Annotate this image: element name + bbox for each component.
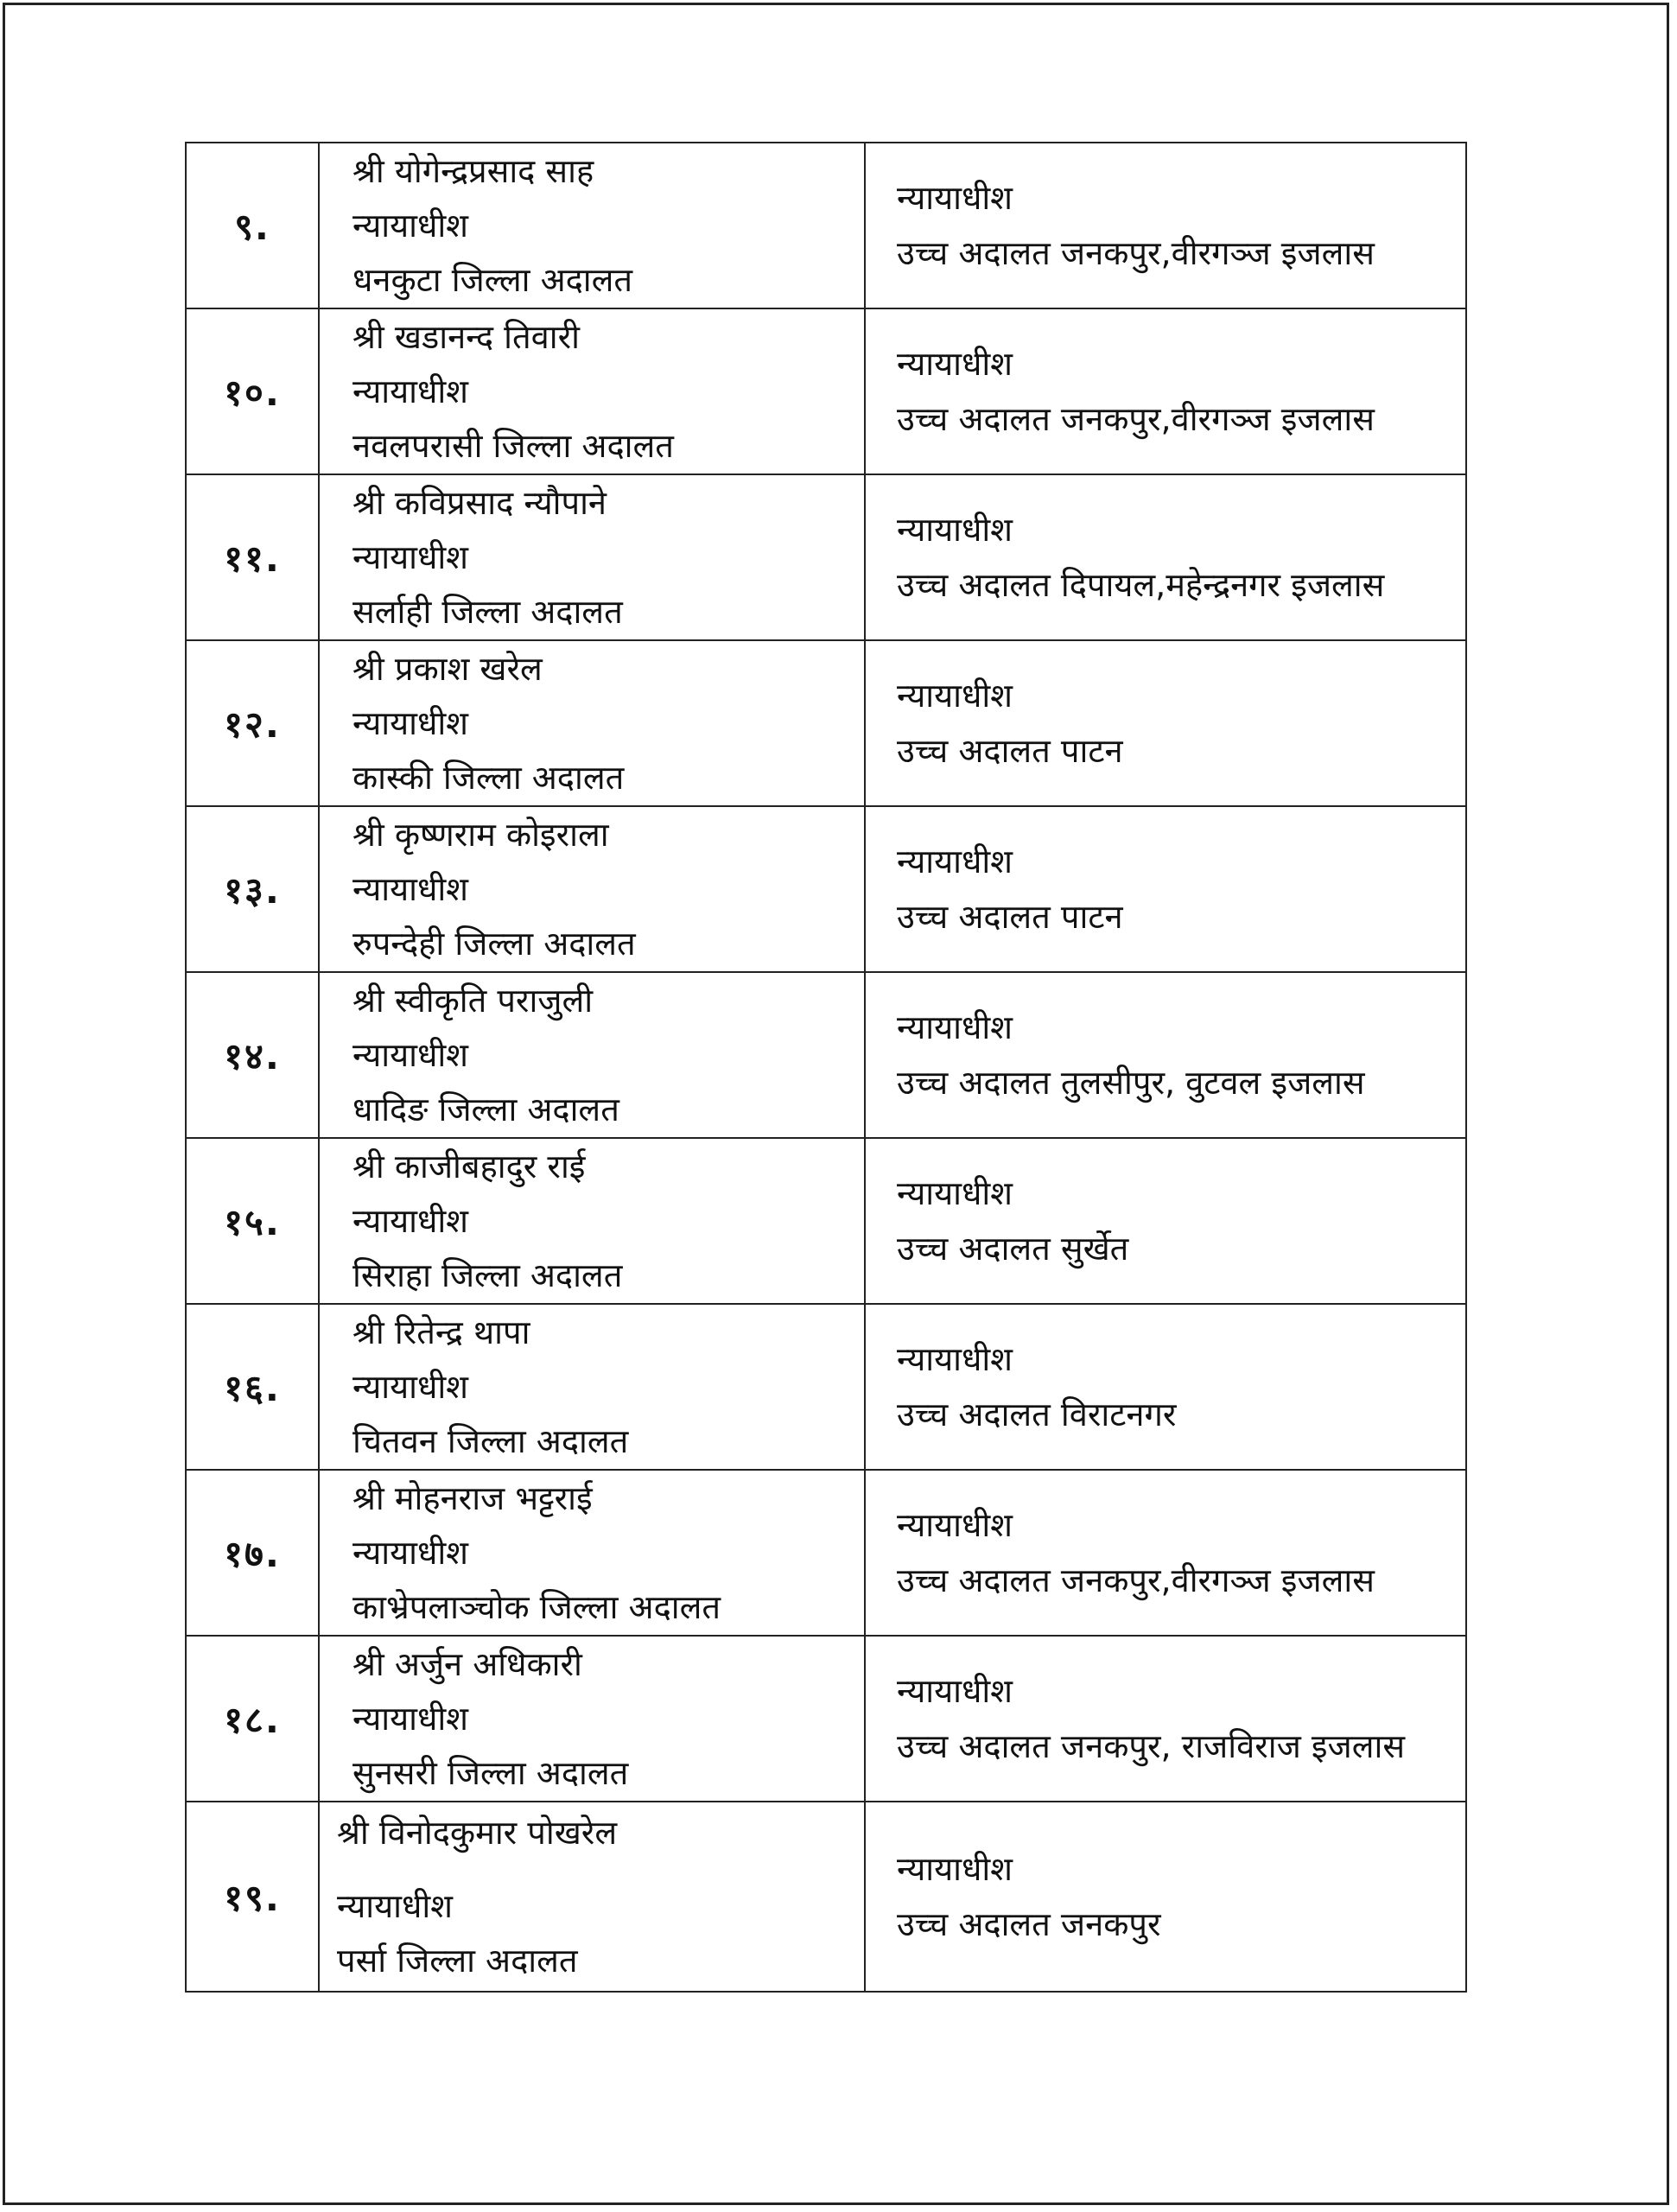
current-court: धनकुटा जिल्ला अदालत <box>353 260 633 299</box>
judge-title: न्यायाधीश <box>353 703 469 742</box>
new-posting <box>865 1138 1466 1304</box>
new-posting <box>865 308 1466 474</box>
current-court: सिराहा जिल्ला अदालत <box>353 1255 623 1294</box>
new-title: न्यायाधीश <box>897 1174 1013 1212</box>
serial-number: १३. <box>186 806 319 972</box>
judge-name: श्री रितेन्द्र थापा <box>353 1313 530 1351</box>
new-posting <box>865 972 1466 1138</box>
current-posting <box>319 1636 865 1802</box>
new-court: उच्च अदालत जनकपुर <box>897 1905 1161 1943</box>
new-posting <box>865 1802 1466 1992</box>
current-posting <box>319 1802 865 1992</box>
judge-name: श्री मोहनराज भट्टराई <box>353 1478 593 1517</box>
current-posting <box>319 640 865 806</box>
new-title: न्यायाधीश <box>897 1506 1013 1544</box>
serial-number: १९. <box>186 1802 319 1992</box>
judge-name: श्री योगेन्द्रप्रसाद साह <box>353 151 594 190</box>
new-posting <box>865 1470 1466 1636</box>
judge-title: न्यायाधीश <box>337 1886 454 1925</box>
new-court: उच्च अदालत जनकपुर,वीरगञ्ज इजलास <box>897 234 1375 272</box>
current-court: चितवन जिल्ला अदालत <box>353 1421 629 1460</box>
serial-number: १७. <box>186 1470 319 1636</box>
current-posting <box>319 1470 865 1636</box>
serial-number: १५. <box>186 1138 319 1304</box>
current-posting <box>319 806 865 972</box>
table-row <box>186 972 1466 1138</box>
new-court: उच्च अदालत पाटन <box>897 898 1123 936</box>
new-court: उच्च अदालत विराटनगर <box>897 1395 1177 1433</box>
judge-name: श्री अर्जुन अधिकारी <box>353 1644 582 1683</box>
judge-name: श्री प्रकाश खरेल <box>353 649 543 688</box>
table-row <box>186 143 1466 308</box>
new-title: न्यायाधीश <box>897 511 1013 549</box>
judge-name: श्री खडानन्द तिवारी <box>353 317 581 356</box>
judge-title: न्यायाधीश <box>353 372 469 410</box>
judge-name: श्री काजीबहादुर राई <box>353 1147 586 1185</box>
current-court: सर्लाही जिल्ला अदालत <box>353 592 623 631</box>
current-court: कास्की जिल्ला अदालत <box>353 758 625 797</box>
judge-title: न्यायाधीश <box>353 537 469 576</box>
new-court: उच्च अदालत जनकपुर, राजविराज इजलास <box>897 1727 1406 1765</box>
new-posting <box>865 806 1466 972</box>
serial-number: १२. <box>186 640 319 806</box>
judge-title: न्यायाधीश <box>353 1035 469 1074</box>
new-title: न्यायाधीश <box>897 1850 1013 1888</box>
judge-name: श्री कविप्रसाद न्यौपाने <box>353 483 607 522</box>
new-court: उच्च अदालत जनकपुर,वीरगञ्ज इजलास <box>897 400 1375 438</box>
new-title: न्यायाधीश <box>897 179 1013 217</box>
judge-title: न्यायाधीश <box>353 869 469 908</box>
serial-number: ११. <box>186 474 319 640</box>
table-row <box>186 640 1466 806</box>
current-court: धादिङ जिल्ला अदालत <box>353 1090 619 1128</box>
current-posting <box>319 308 865 474</box>
current-court: पर्सा जिल्ला अदालत <box>337 1941 578 1980</box>
current-court: नवलपरासी जिल्ला अदालत <box>353 426 674 465</box>
new-title: न्यायाधीश <box>897 842 1013 880</box>
serial-number: १६. <box>186 1304 319 1470</box>
serial-number: ९. <box>186 143 319 308</box>
judge-title: न्यायाधीश <box>353 1201 469 1240</box>
table-row <box>186 1802 1466 1992</box>
serial-number: १४. <box>186 972 319 1138</box>
new-title: न्यायाधीश <box>897 345 1013 383</box>
new-court: उच्च अदालत जनकपुर,वीरगञ्ज इजलास <box>897 1561 1375 1599</box>
current-posting <box>319 143 865 308</box>
new-posting <box>865 143 1466 308</box>
table-row <box>186 1138 1466 1304</box>
new-court: उच्च अदालत तुलसीपुर, वुटवल इजलास <box>897 1064 1365 1102</box>
table-row <box>186 1470 1466 1636</box>
judge-transfer-table <box>185 142 1467 1993</box>
new-title: न्यायाधीश <box>897 1672 1013 1710</box>
new-posting <box>865 640 1466 806</box>
table-row <box>186 1636 1466 1802</box>
current-court: काभ्रेपलाञ्चोक जिल्ला अदालत <box>353 1587 721 1626</box>
judge-name: श्री विनोदकुमार पोखरेल <box>337 1813 618 1852</box>
new-court: उच्च अदालत पाटन <box>897 732 1123 770</box>
new-title: न्यायाधीश <box>897 1008 1013 1046</box>
judge-title: न्यायाधीश <box>353 206 469 245</box>
judge-title: न्यायाधीश <box>353 1367 469 1406</box>
judge-name: श्री कृष्णराम कोइराला <box>353 815 609 854</box>
new-title: न्यायाधीश <box>897 1340 1013 1378</box>
new-posting <box>865 1636 1466 1802</box>
current-court: रुपन्देही जिल्ला अदालत <box>353 924 636 963</box>
judge-name: श्री स्वीकृति पराजुली <box>353 981 594 1020</box>
current-posting <box>319 1304 865 1470</box>
new-court: उच्च अदालत दिपायल,महेन्द्रनगर इजलास <box>897 566 1385 604</box>
new-posting <box>865 474 1466 640</box>
judge-title: न्यायाधीश <box>353 1533 469 1572</box>
current-posting <box>319 1138 865 1304</box>
current-court: सुनसरी जिल्ला अदालत <box>353 1753 629 1792</box>
table-row <box>186 806 1466 972</box>
new-title: न्यायाधीश <box>897 677 1013 715</box>
current-posting <box>319 972 865 1138</box>
current-posting <box>319 474 865 640</box>
serial-number: १०. <box>186 308 319 474</box>
table-row <box>186 474 1466 640</box>
table-row <box>186 1304 1466 1470</box>
judge-title: न्यायाधीश <box>353 1699 469 1738</box>
new-court: उच्च अदालत सुर्खेत <box>897 1230 1129 1268</box>
serial-number: १८. <box>186 1636 319 1802</box>
table-row <box>186 308 1466 474</box>
new-posting <box>865 1304 1466 1470</box>
